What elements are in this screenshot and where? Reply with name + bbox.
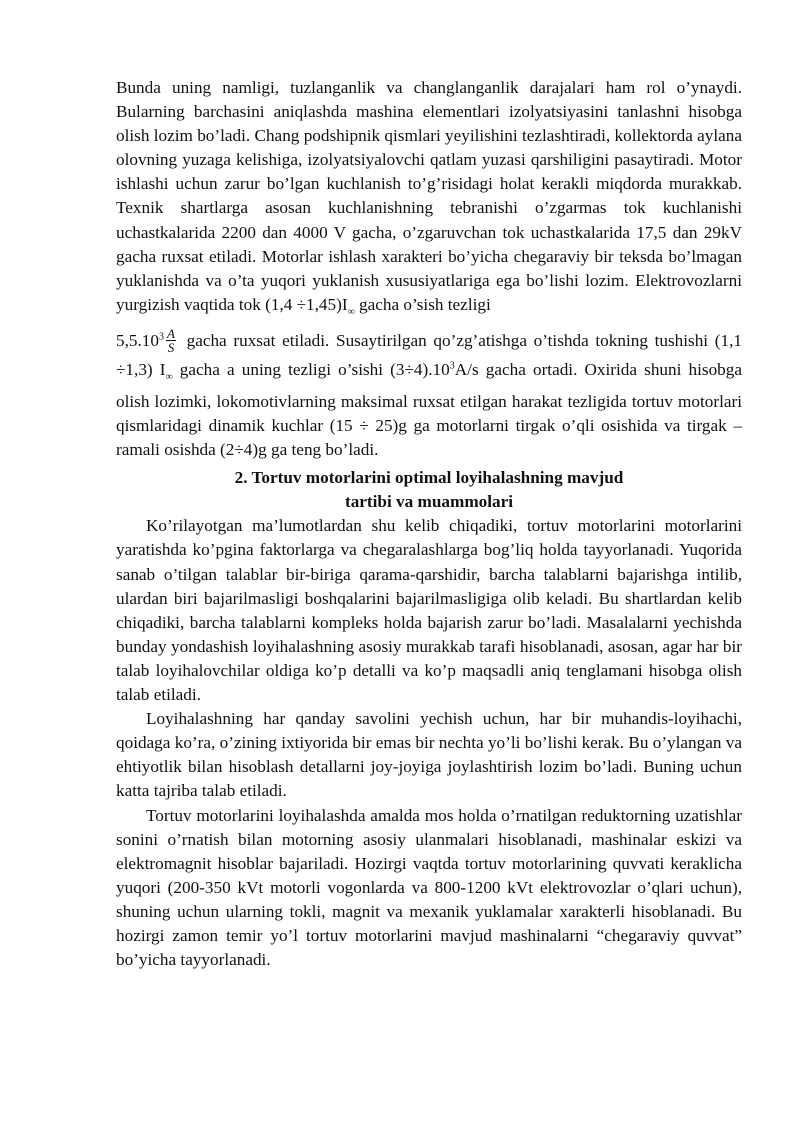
section-heading (116, 466, 742, 514)
formula-sup-2: 3 (449, 360, 455, 372)
formula-text: gacha ruxsat etiladi. Susaytirilgan qo’zg’atishga o’tishda tokning tushishi (1,1 ÷1,3) I (116, 331, 742, 380)
heading-line-2: tartibi va muammolari (344, 492, 514, 512)
formula-text-3: A/s gacha ortadi. Oxirida shuni hisobga olish lozimki, lokomotivlarning maksimal ruxsat etilgan harakat tezligida tortuv motorlari qismlaridagi dinamik kuchlar (15 ÷ 25)g ga motorlarni tirgak o’qli osishida va tirgak –ramali osishda (2÷4)g ga teng bo’ladi. (116, 360, 742, 460)
fraction-numerator: A (166, 325, 175, 341)
intro-text: Bunda uning namligi, tuzlanganlik va changlanganlik darajalari ham rol o’ynaydi. Bularning barchasini aniqlashda mashina elementlari izolyatsiyasini tanlashni hisobga olish lozim bo’ladi. Chang podshipnik qismlari yeyilishini tezlashtiradi, kollektorda aylana olovning yuzaga kelishiga, izolyatsiyalovchi qatlam yuzasi qarshiligini pasaytiradi. Motor ishlashi uchun zarur bo’lgan kuchlanish to’g’risidagi holat kerakli miqdorda murakkab. Texnik shartlarga asosan kuchlanishning tebranishi o’zgarmas tok kuchlanishi uchastkalarida 2200 dan 4000 V gacha, o’zgaruvchan tok uchastkalarida 17,5 dan 29kV gacha ruxsat etiladi. Motorlar ishlash xarakteri bo’yicha chegaraviy bir teksda bo’lmagan yuklanishda va o’ta yuqori yuklanish xususiyatlariga ega bo’lishi lozim. Elektrovozlarni yurgizish vaqtida tok (1,4 ÷1,45)I (116, 78, 742, 314)
document-page (116, 76, 742, 972)
fraction-a-over-s (166, 327, 176, 354)
formula-paragraph (116, 324, 742, 462)
infinity-subscript: ∞ (347, 306, 355, 318)
infinity-subscript-2: ∞ (165, 371, 173, 383)
heading-line-1: 2. Tortuv motorlarini optimal loyihalashning mavjud (234, 468, 624, 488)
intro-text-end: gacha o’sish tezligi (354, 294, 491, 314)
formula-sup: 3 (158, 331, 164, 343)
body-paragraph-3: Tortuv motorlarini loyihalashda amalda mos holda o’rnatilgan reduktorning uzatishlar sonini o’rnatish bilan motorning asosiy ulanmalari hisoblanadi, mashinalar eskizi va elektromagnit hisoblar bajariladi. Hozirgi vaqtda tortuv motorlarining quvvati keraklicha yuqori (200-350 kVt motorli vogonlarda va 800-1200 kVt elektrovozlar o’qlari uchun), shuning uchun ularning tokli, magnit va mexanik yuklamalar xarakterli hisoblanadi. Bu hozirgi zamon temir yo’l tortuv motorlarini mavjud mashinalarni “chegaraviy quvvat” bo’yicha tayyorlanadi. (116, 805, 742, 970)
body-paragraph-2: Loyihalashning har qanday savolini yechish uchun, har bir muhandis-loyihachi, qoidaga ko’ra, o’zining ixtiyorida bir emas bir nechta yo’li bo’lishi kerak. Bu o’ylangan va ehtiyotlik bilan hisoblash detallarni joy-joyiga joylashtirish lozim bo’ladi. Buning uchun katta tajriba talab etiladi. (116, 709, 742, 801)
formula-text-2: gacha a uning tezligi o’sishi (3÷4).10 (172, 360, 450, 380)
intro-paragraph (116, 76, 742, 324)
fraction-denominator: S (167, 339, 175, 355)
formula-prefix: 5,5.10 (116, 331, 159, 351)
body-paragraph-1: Ko’rilayotgan ma’lumotlardan shu kelib chiqadiki, tortuv motorlarini motorlarini yaratishda ko’pgina faktorlarga va chegaralashlarga bog’liq holda tayyorlanadi. Yuqorida sanab o’tilgan talablar bir-biriga qarama-qarshidir, barcha talablarni bajarishga intilib, ulardan biri bajarilmasligi boshqalarini bajarilmasligiga olib keladi. Bu shartlardan kelib chiqadiki, barcha talablarni kompleks holda bajarish zarur bo’ladi. Masalalarni yechishda bunday yondashish loyihalashning asosiy murakkab tarafi hisoblanadi, asosan, agar har bir talab loyihalovchilar oldiga ko’p detalli va ko’p maqsadli aniq tenglamani hisobga olish talab etiladi. (116, 516, 742, 705)
